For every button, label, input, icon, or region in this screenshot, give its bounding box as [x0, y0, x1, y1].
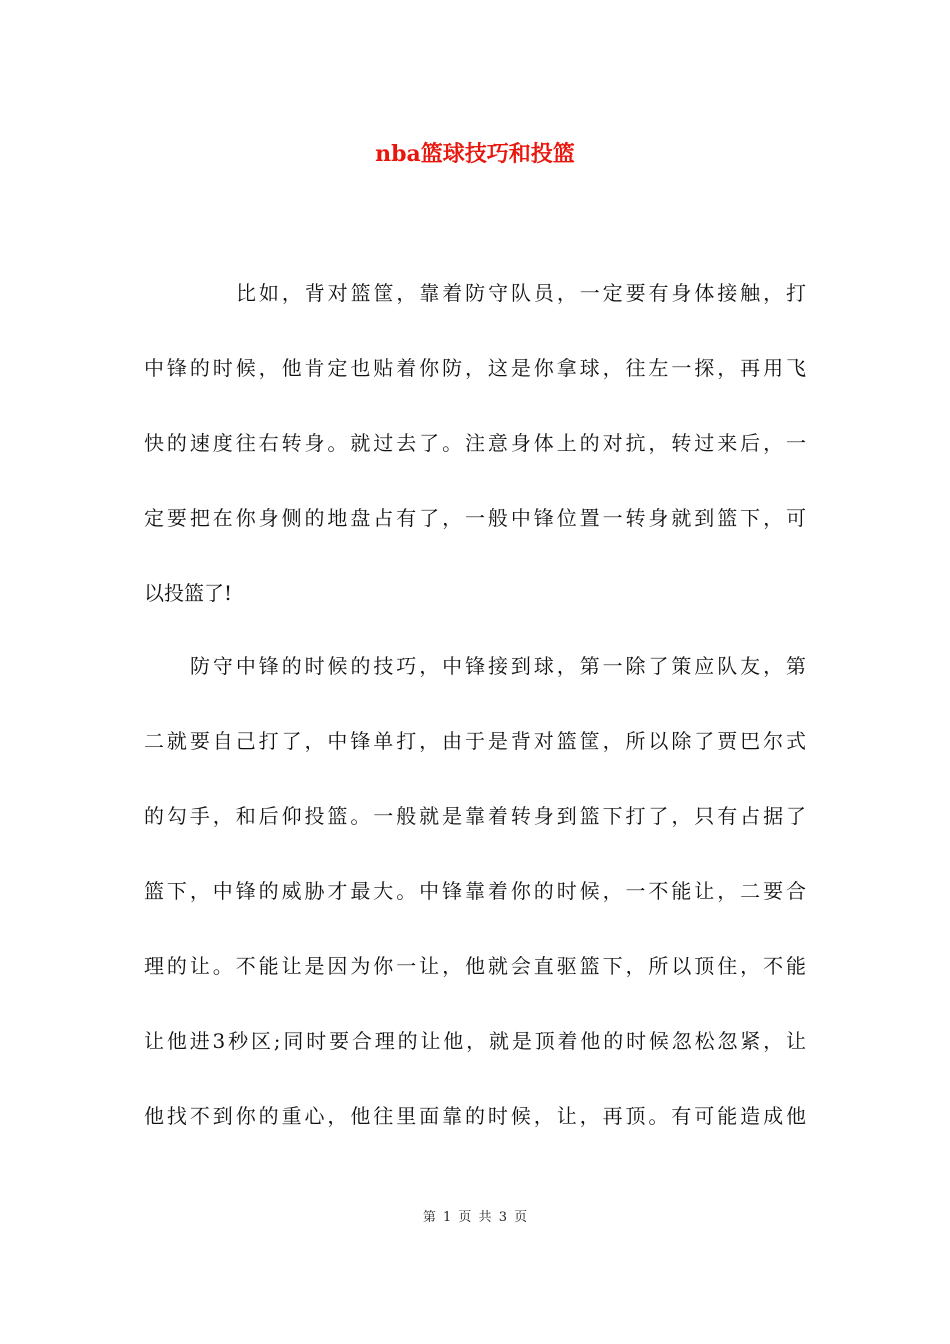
paragraph-2-line-7: 他找不到你的重心，他往里面靠的时候，让，再顶。有可能造成他	[144, 1104, 806, 1128]
paragraph-2-line-5: 理的让。不能让是因为你一让，他就会直驱篮下，所以顶住，不能	[144, 954, 806, 978]
page-footer: 第 1 页 共 3 页	[422, 1210, 528, 1225]
paragraph-1-line-1: 比如，背对篮筐，靠着防守队员，一定要有身体接触，打	[236, 281, 806, 305]
paragraph-1-line-5: 以投篮了!	[144, 581, 233, 605]
document-title: nba篮球技巧和投篮	[375, 141, 575, 167]
paragraph-1-line-2: 中锋的时候，他肯定也贴着你防，这是你拿球，往左一探，再用飞	[144, 356, 806, 380]
paragraph-2-line-6: 让他进3秒区;同时要合理的让他，就是顶着他的时候忽松忽紧，让	[144, 1029, 806, 1053]
paragraph-2-line-2: 二就要自己打了，中锋单打，由于是背对篮筐，所以除了贾巴尔式	[144, 729, 806, 753]
paragraph-1-line-3: 快的速度往右转身。就过去了。注意身体上的对抗，转过来后，一	[144, 431, 806, 455]
paragraph-2-line-3: 的勾手，和后仰投篮。一般就是靠着转身到篮下打了，只有占据了	[144, 804, 806, 828]
paragraph-2-line-1: 防守中锋的时候的技巧，中锋接到球，第一除了策应队友，第	[190, 654, 806, 678]
paragraph-1-line-4: 定要把在你身侧的地盘占有了，一般中锋位置一转身就到篮下，可	[144, 506, 806, 530]
paragraph-2-line-4: 篮下，中锋的威胁才最大。中锋靠着你的时候，一不能让，二要合	[144, 879, 806, 903]
